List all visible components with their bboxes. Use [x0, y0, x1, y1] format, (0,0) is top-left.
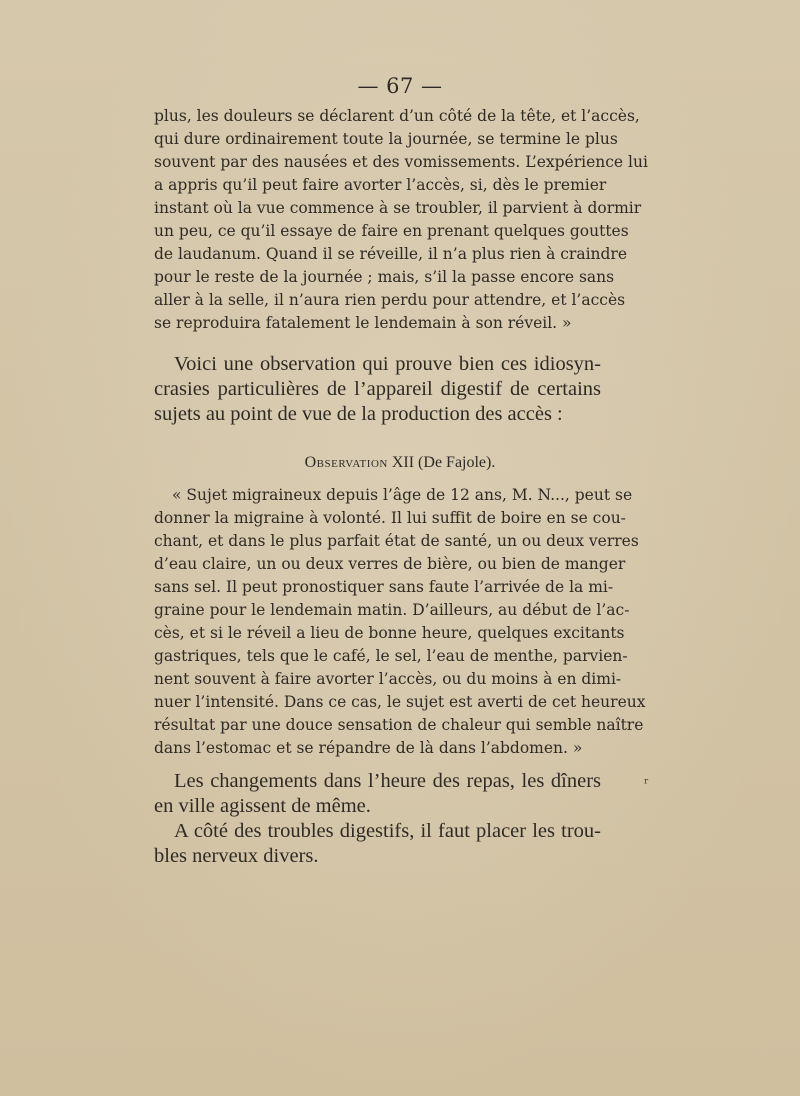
- text-line: Voici une observation qui prouve bien ces idiosyn-: [174, 353, 601, 375]
- text-line: chant, et dans le plus parfait état de santé, un ou deux verres: [154, 532, 639, 550]
- page-number: — 67 —: [357, 74, 443, 98]
- text-line: dans l’estomac et se répandre de là dans l’abdomen. »: [154, 739, 583, 757]
- text-line: souvent par des nausées et des vomissements. L’expérience lui: [154, 153, 648, 171]
- observation-heading: [0, 452, 800, 474]
- text-line: a appris qu’il peut faire avorter l’accès, si, dès le premier: [154, 176, 607, 194]
- observation-heading-number: XII (De Fajole).: [387, 454, 496, 471]
- text-line: « Sujet migraineux depuis l’âge de 12 ans, M. N..., peut se: [172, 486, 633, 504]
- text-line: d’eau claire, un ou deux verres de bière, ou bien de manger: [154, 555, 626, 573]
- text-line: un peu, ce qu’il essaye de faire en prenant quelques gouttes: [154, 222, 629, 240]
- margin-mark: ʳ: [644, 776, 649, 792]
- text-line: plus, les douleurs se déclarent d’un côté de la tête, et l’accès,: [154, 107, 640, 125]
- text-line: résultat par une douce sensation de chaleur qui semble naître: [154, 716, 644, 734]
- observation-heading-label: Observation: [304, 454, 388, 471]
- text-line: A côté des troubles digestifs, il faut placer les trou-: [174, 820, 601, 842]
- text-line: graine pour le lendemain matin. D’ailleurs, au début de l’ac-: [154, 601, 630, 619]
- text-line: cès, et si le réveil a lieu de bonne heure, quelques excitants: [154, 624, 625, 642]
- text-line: nent souvent à faire avorter l’accès, ou du moins à en dimi-: [154, 670, 622, 688]
- text-line: se reproduira fatalement le lendemain à son réveil. »: [154, 314, 572, 332]
- text-line: sujets au point de vue de la production des accès :: [154, 403, 563, 425]
- text-line: aller à la selle, il n’aura rien perdu pour attendre, et l’accès: [154, 291, 626, 309]
- text-line: en ville agissent de même.: [154, 795, 371, 817]
- text-line: sans sel. Il peut pronostiquer sans faute l’arrivée de la mi-: [154, 578, 614, 596]
- text-line: instant où la vue commence à se troubler, il parvient à dormir: [154, 199, 642, 217]
- text-line: bles nerveux divers.: [154, 845, 319, 867]
- text-line: crasies particulières de l’appareil digestif de certains: [154, 378, 601, 400]
- text-line: de laudanum. Quand il se réveille, il n’a plus rien à craindre: [154, 245, 628, 263]
- text-line: Les changements dans l’heure des repas, les dîners: [174, 770, 601, 792]
- text-line: qui dure ordinairement toute la journée, se termine le plus: [154, 130, 618, 148]
- text-line: pour le reste de la journée ; mais, s’il la passe encore sans: [154, 268, 615, 286]
- text-line: nuer l’intensité. Dans ce cas, le sujet est averti de cet heureux: [154, 693, 646, 711]
- text-line: gastriques, tels que le café, le sel, l’eau de menthe, parvien-: [154, 647, 628, 665]
- text-line: donner la migraine à volonté. Il lui suffit de boire en se cou-: [154, 509, 626, 527]
